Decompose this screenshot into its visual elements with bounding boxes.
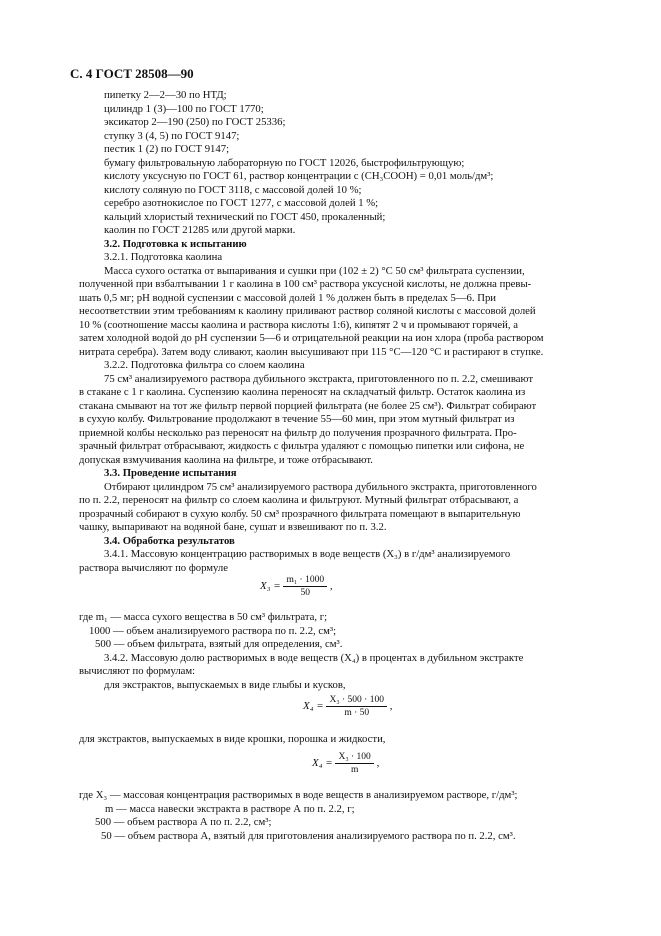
where-line: 500 — объем фильтрата, взятый для определения, см³. bbox=[95, 638, 343, 650]
equipment-item: кислоту уксусную по ГОСТ 61, раствор концентрации c (CH₃COOH) = 0,01 моль/дм³; bbox=[104, 170, 494, 182]
paragraph-extracts bbox=[79, 733, 599, 747]
paragraph-line: приемной колбы несколько раз переносят на фильтр до получения прозрачного фильтрата. Про- bbox=[79, 426, 517, 439]
equipment-item: каолин по ГОСТ 21285 или другой марки. bbox=[104, 224, 296, 236]
formula-lhs: X₄ = bbox=[303, 700, 324, 713]
where-block-2 bbox=[79, 789, 599, 843]
paragraph-line: в сухую колбу. Фильтрование продолжают в течение 55—60 мин, при этом мутный фильтрат из bbox=[79, 413, 515, 425]
equipment-item: кальций хлористый технический по ГОСТ 450, прокаленный; bbox=[104, 210, 386, 223]
where-line: m — масса навески экстракта в растворе А по п. 2.2, г; bbox=[105, 802, 355, 815]
formula-denominator: m · 50 bbox=[344, 708, 370, 718]
paragraph-line: для экстрактов, выпускаемых в виде крошки, порошка и жидкости, bbox=[79, 733, 386, 745]
paragraph-line: по п. 2.2, переносят на фильтр со слоем каолина и фильтруют. Мутный фильтрат отбрасывают, а bbox=[79, 494, 519, 506]
paragraph-line: прозрачный собирают в сухую колбу. 50 см³ прозрачного фильтрата помещают в выпарительную bbox=[79, 507, 521, 520]
where-line: где X₃ — массовая концентрация растворимых в воде веществ в анализируемом растворе, г/дм³; bbox=[79, 789, 518, 801]
formula-fraction bbox=[335, 752, 373, 775]
paragraph-line: затем холодной водой до pH суспензии 5—6 и отрицательной реакции на ион хлора (проба раствором bbox=[79, 332, 544, 344]
formula-tail: , bbox=[389, 700, 393, 713]
formula-denominator: 50 bbox=[300, 588, 311, 598]
paragraph-line: несоответствии этим требованиям к каолину приливают раствор соляной кислоты с массовой долей bbox=[79, 305, 536, 317]
paragraph-line: для экстрактов, выпускаемых в виде глыбы и кусков, bbox=[104, 678, 346, 691]
formula-tail: , bbox=[329, 580, 333, 593]
equipment-item: серебро азотнокислое по ГОСТ 1277, с массовой долей 1 %; bbox=[104, 197, 379, 209]
paragraph-line: зрачный фильтрат отбрасывают, жидкость с фильтра удаляют с помощью пипетки или сифона, не bbox=[79, 440, 525, 452]
where-block-1 bbox=[79, 611, 599, 692]
page-header: С. 4 ГОСТ 28508—90 bbox=[70, 66, 194, 81]
paragraph-line: Отбирают цилиндром 75 см³ анализируемого раствора дубильного экстракта, приготовленного bbox=[104, 480, 537, 493]
paragraph-line: 3.4.1. Массовую концентрацию растворимых в воде веществ (X₃) в г/дм³ анализируемого bbox=[104, 548, 511, 560]
equipment-item: бумагу фильтровальную лабораторную по ГОСТ 12026, быстрофильтрующую; bbox=[104, 156, 465, 169]
formula-x4-liquid bbox=[312, 752, 379, 775]
formula-x3 bbox=[260, 575, 333, 598]
paragraph-line: чашку, выпаривают на водяной бане, сушат и взвешивают по п. 3.2. bbox=[79, 521, 387, 533]
formula-lhs: X₃ = bbox=[260, 580, 281, 593]
paragraph-line: Масса сухого остатка от выпаривания и сушки при (102 ± 2) °С 50 см³ фильтрата суспензии, bbox=[104, 264, 525, 277]
paragraph-line: 3.4.2. Массовую долю растворимых в воде веществ (X₄) в процентах в дубильном экстракте bbox=[104, 651, 524, 664]
equipment-item: пипетку 2—2—30 по НТД; bbox=[104, 89, 227, 101]
subsection-heading-3-2-1: 3.2.1. Подготовка каолина bbox=[104, 251, 223, 263]
where-line: где m₁ — масса сухого вещества в 50 см³ фильтрата, г; bbox=[79, 611, 328, 623]
formula-numerator: X₃ · 500 · 100 bbox=[326, 695, 387, 707]
section-heading-3-4: 3.4. Обработка результатов bbox=[104, 534, 235, 547]
where-line: 50 — объем раствора А, взятый для приготовления анализируемого раствора по п. 2.2, см³. bbox=[101, 829, 516, 842]
paragraph-line: 75 см³ анализируемого раствора дубильного экстракта, приготовленного по п. 2.2, смешивают bbox=[104, 372, 534, 385]
paragraph-line: шать 0,5 мг; pH водной суспензии с массовой долей 1 % должен быть в пределах 5—6. При bbox=[79, 291, 497, 304]
paragraph-line: 10 % (соотношение массы каолина и раствора кислоты 1:6), кипятят 2 ч и промывают горячей, а bbox=[79, 318, 518, 331]
formula-fraction bbox=[326, 695, 387, 718]
equipment-item: цилиндр 1 (3)—100 по ГОСТ 1770; bbox=[104, 102, 264, 115]
formula-tail: , bbox=[376, 757, 380, 770]
equipment-item: пестик 1 (2) по ГОСТ 9147; bbox=[104, 143, 230, 155]
equipment-item: ступку 3 (4, 5) по ГОСТ 9147; bbox=[104, 129, 240, 142]
paragraph-line: нитрата серебра). Затем воду сливают, каолин высушивают при 115 °С—120 °С и растирают в ступке. bbox=[79, 345, 544, 358]
paragraph-line: раствора вычисляют по формуле bbox=[79, 561, 228, 574]
formula-lhs: X₄ = bbox=[312, 757, 333, 770]
equipment-list bbox=[79, 89, 599, 575]
formula-x4-solid bbox=[303, 695, 392, 718]
paragraph-line: полученной при взбалтывании 1 г каолина в 100 см³ раствора уксусной кислоты, не должна превы- bbox=[79, 278, 532, 290]
subsection-heading-3-2-2: 3.2.2. Подготовка фильтра со слоем каолина bbox=[104, 359, 305, 371]
equipment-item: кислоту соляную по ГОСТ 3118, с массовой долей 10 %; bbox=[104, 183, 362, 196]
paragraph-line: допуская взмучивания каолина на фильтре, и тоже отбрасывают. bbox=[79, 453, 373, 466]
formula-numerator: m₁ · 1000 bbox=[283, 575, 327, 587]
paragraph-line: в стакане с 1 г каолина. Суспензию каолина переносят на складчатый фильтр. Остаток каолина из bbox=[79, 386, 526, 398]
formula-numerator: X₃ · 100 bbox=[335, 752, 373, 764]
paragraph-line: вычисляют по формулам: bbox=[79, 665, 196, 677]
section-heading-3-3: 3.3. Проведение испытания bbox=[104, 467, 237, 479]
paragraph-line: стакана смывают на тот же фильтр первой порцией фильтрата (не более 25 см³). Фильтрат собирают bbox=[79, 399, 537, 412]
formula-fraction bbox=[283, 575, 327, 598]
formula-denominator: m bbox=[350, 765, 359, 775]
where-line: 1000 — объем анализируемого раствора по п. 2.2, см³; bbox=[89, 624, 337, 637]
equipment-item: эксикатор 2—190 (250) по ГОСТ 25336; bbox=[104, 116, 286, 128]
where-line: 500 — объем раствора А по п. 2.2, см³; bbox=[95, 816, 272, 828]
section-heading-3-2: 3.2. Подготовка к испытанию bbox=[104, 237, 247, 250]
